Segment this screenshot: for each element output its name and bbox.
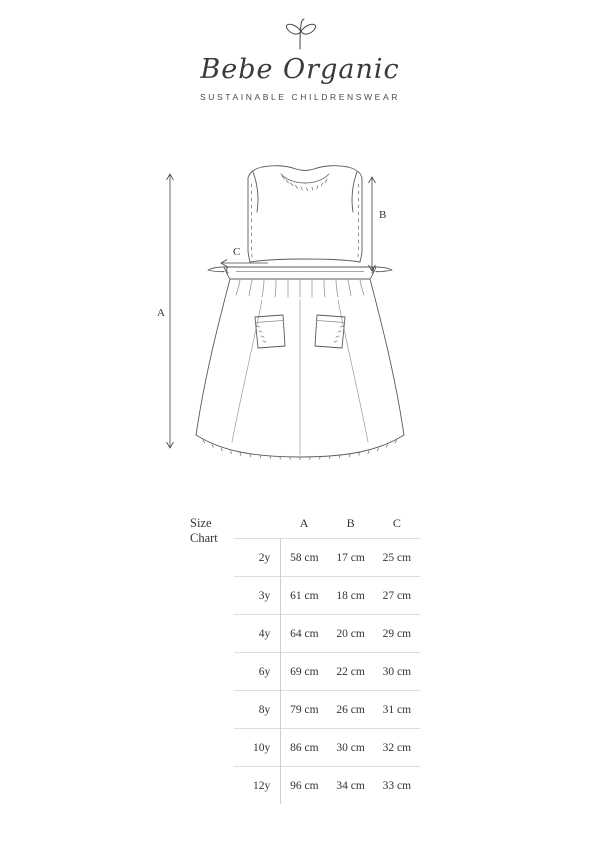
cell-b: 18 cm <box>327 577 373 615</box>
cell-b: 26 cm <box>327 691 373 729</box>
cell-b: 17 cm <box>327 539 373 577</box>
cell-b: 34 cm <box>327 767 373 805</box>
dimension-label-b: B <box>379 209 387 221</box>
leaf-sprig-icon <box>0 18 600 52</box>
size-chart-table <box>234 508 420 804</box>
table-row <box>234 691 420 729</box>
cell-c: 32 cm <box>374 729 420 767</box>
column-header-b: B <box>327 508 373 539</box>
dress-illustration <box>0 150 600 490</box>
brand-tagline: SUSTAINABLE CHILDRENSWEAR <box>200 92 400 102</box>
column-header-a: A <box>281 508 328 539</box>
dimension-label-c: C <box>233 246 241 258</box>
size-chart-title-line1: Size <box>190 516 212 530</box>
cell-a: 58 cm <box>281 539 328 577</box>
cell-c: 30 cm <box>374 653 420 691</box>
cell-a: 64 cm <box>281 615 328 653</box>
size-chart-title <box>190 516 238 546</box>
cell-size: 10y <box>234 729 281 767</box>
cell-c: 31 cm <box>374 691 420 729</box>
cell-a: 79 cm <box>281 691 328 729</box>
cell-size: 3y <box>234 577 281 615</box>
table-row <box>234 653 420 691</box>
dimension-label-a: A <box>157 307 165 319</box>
cell-size: 12y <box>234 767 281 805</box>
cell-a: 96 cm <box>281 767 328 805</box>
size-chart-title-line2: Chart <box>190 531 218 545</box>
size-chart-body <box>234 539 420 805</box>
cell-size: 8y <box>234 691 281 729</box>
table-row <box>234 539 420 577</box>
column-header-size <box>234 508 281 539</box>
cell-c: 33 cm <box>374 767 420 805</box>
cell-b: 20 cm <box>327 615 373 653</box>
cell-a: 69 cm <box>281 653 328 691</box>
cell-c: 25 cm <box>374 539 420 577</box>
table-row <box>234 615 420 653</box>
cell-b: 22 cm <box>327 653 373 691</box>
brand-header <box>0 18 600 102</box>
column-header-c: C <box>374 508 420 539</box>
size-chart-header <box>234 508 420 539</box>
brand-name: Bebe Organic <box>200 54 400 85</box>
cell-size: 2y <box>234 539 281 577</box>
table-row <box>234 729 420 767</box>
cell-c: 27 cm <box>374 577 420 615</box>
table-row <box>234 577 420 615</box>
cell-c: 29 cm <box>374 615 420 653</box>
table-row <box>234 767 420 805</box>
cell-size: 6y <box>234 653 281 691</box>
cell-b: 30 cm <box>327 729 373 767</box>
cell-size: 4y <box>234 615 281 653</box>
cell-a: 86 cm <box>281 729 328 767</box>
table-header-row <box>234 508 420 539</box>
cell-a: 61 cm <box>281 577 328 615</box>
